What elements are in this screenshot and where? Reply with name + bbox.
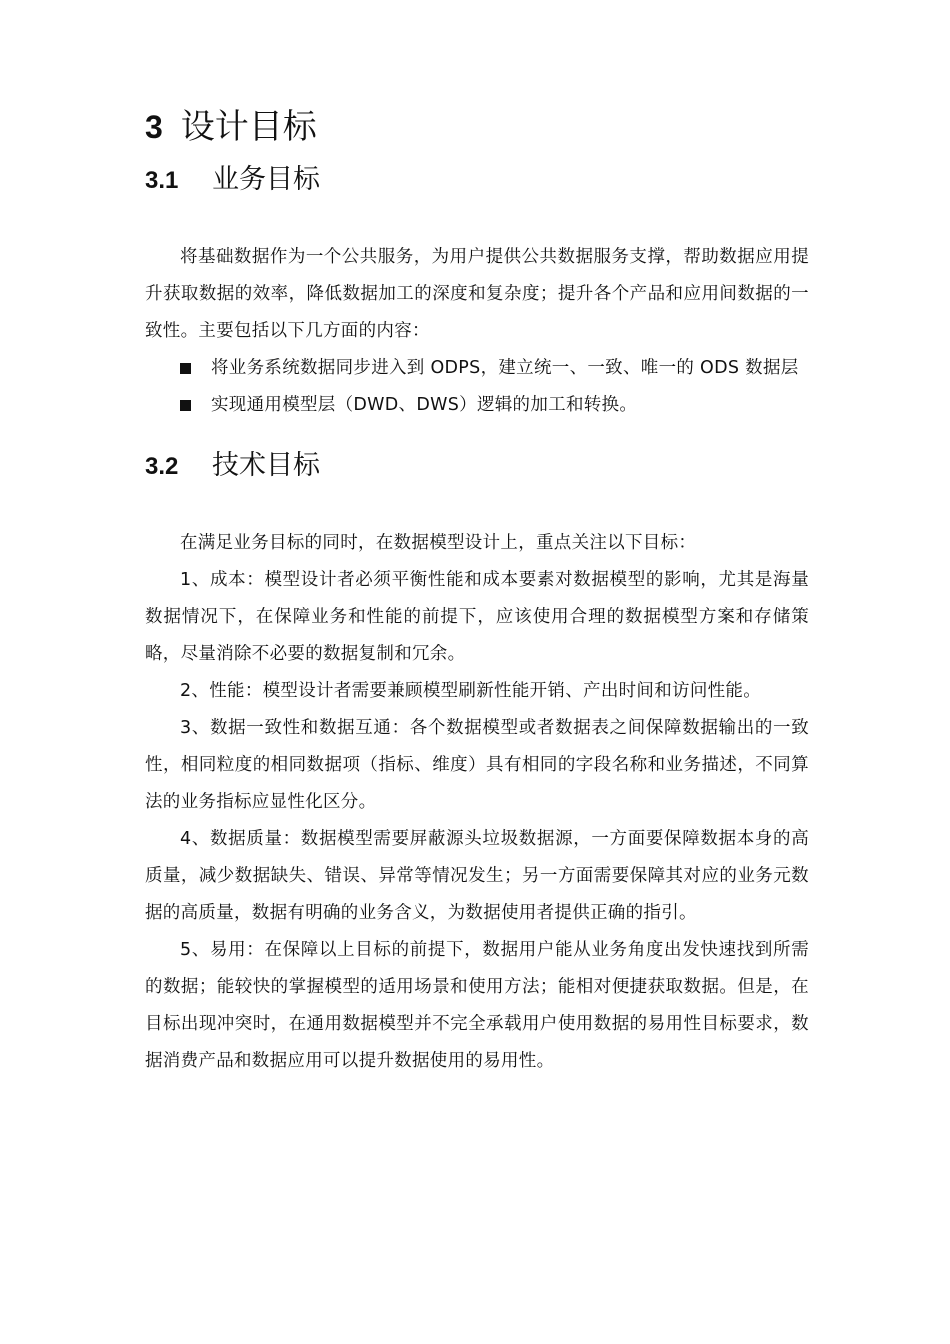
technical-paragraph: 5、易用：在保障以上目标的前提下，数据用户能从业务角度出发快速找到所需的数据；能较快的掌握模型的适用场景和使用方法；能相对便捷获取数据。但是，在目标出现冲突时，在通用数据模型并不完全承载用户使用数据的易用性目标要求，数据消费产品和数据应用可以提升数据使用的易用性。	[145, 940, 809, 1071]
section-heading-technical	[145, 446, 809, 487]
square-bullet-icon	[180, 400, 191, 411]
chapter-heading	[145, 104, 809, 150]
bullet-item	[145, 350, 809, 387]
technical-paragraph: 1、成本：模型设计者必须平衡性能和成本要素对数据模型的影响，尤其是海量数据情况下，在保障业务和性能的前提下，应该使用合理的数据模型方案和存储策略，尽量消除不必要的数据复制和冗余。	[145, 570, 809, 664]
bullet-text: 实现通用模型层（DWD、DWS）逻辑的加工和转换。	[211, 395, 638, 415]
bullet-text: 将业务系统数据同步进入到 ODPS，建立统一、一致、唯一的 ODS 数据层	[211, 358, 799, 378]
chapter-number: 3	[145, 109, 163, 145]
technical-paragraph: 在满足业务目标的同时，在数据模型设计上，重点关注以下目标：	[180, 533, 697, 553]
section-title: 业务目标	[212, 164, 320, 195]
section-heading-business	[145, 160, 809, 201]
section-number: 3.1	[145, 167, 179, 194]
section-title: 技术目标	[212, 450, 320, 481]
technical-paragraph: 3、数据一致性和数据互通：各个数据模型或者数据表之间保障数据输出的一致性，相同粒度的相同数据项（指标、维度）具有相同的字段名称和业务描述，不同算法的业务指标应显性化区分。	[145, 718, 809, 812]
technical-paragraph: 2、性能：模型设计者需要兼顾模型刷新性能开销、产出时间和访问性能。	[180, 681, 762, 701]
chapter-title: 设计目标	[180, 107, 317, 147]
document-page	[145, 100, 809, 1080]
bullet-item	[145, 387, 809, 424]
technical-paragraph: 4、数据质量：数据模型需要屏蔽源头垃圾数据源，一方面要保障数据本身的高质量，减少数据缺失、错误、异常等情况发生；另一方面需要保障其对应的业务元数据的高质量，数据有明确的业务含义，为数据使用者提供正确的指引。	[145, 829, 809, 923]
square-bullet-icon	[180, 363, 191, 374]
section-number: 3.2	[145, 453, 179, 480]
business-intro-paragraph: 将基础数据作为一个公共服务，为用户提供公共数据服务支撑，帮助数据应用提升获取数据的效率，降低数据加工的深度和复杂度；提升各个产品和应用间数据的一致性。主要包括以下几方面的内容：	[145, 247, 809, 341]
business-bullet-list	[145, 350, 809, 424]
